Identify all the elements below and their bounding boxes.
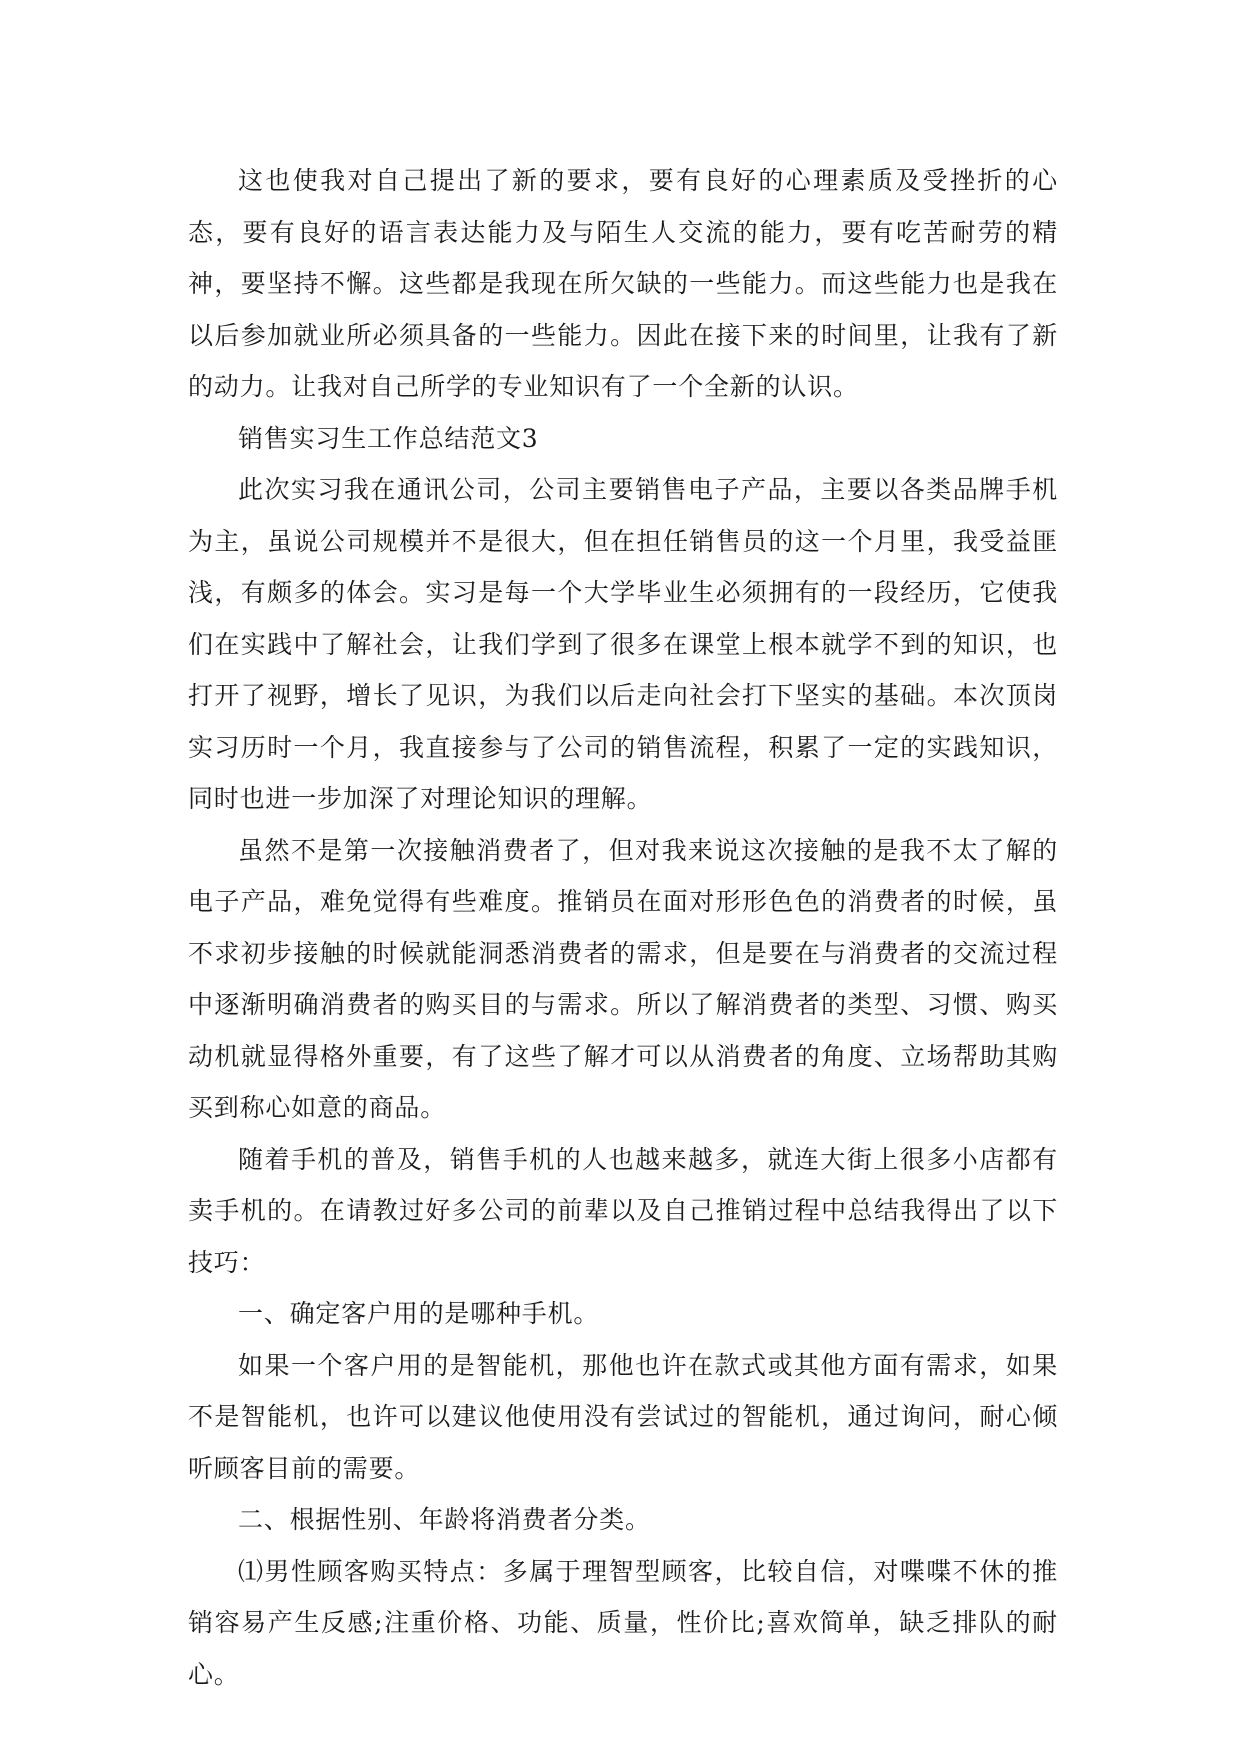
section-heading: 销售实习生工作总结范文3 [238,423,539,453]
paragraph-internship-intro: 此次实习我在通讯公司，公司主要销售电子产品，主要以各类品牌手机为主，虽说公司规模并不是很大，但在担任销售员的这一个月里，我受益匪浅，有颇多的体会。实习是每一个大学毕业生必须拥有的一段经历，它使我们在实践中了解社会，让我们学到了很多在课堂上根本就学不到的知识，也打开了视野，增长了见识，为我们以后走向社会打下坚实的基础。本次顶岗实习历时一个月，我直接参与了公司的销售流程，积累了一定的实践知识，同时也进一步加深了对理论知识的理解。 [188,475,1058,813]
paragraph-male-customers: ⑴男性顾客购买特点：多属于理智型顾客，比较自信，对喋喋不休的推销容易产生反感;注重价格、功能、质量，性价比;喜欢简单，缺乏排队的耐心。 [188,1556,1058,1689]
paragraph-consumer-contact: 虽然不是第一次接触消费者了，但对我来说这次接触的是我不太了解的电子产品，难免觉得有些难度。推销员在面对形形色色的消费者的时候，虽不求初步接触的时候就能洞悉消费者的需求，但是要在与消费者的交流过程中逐渐明确消费者的购买目的与需求。所以了解消费者的类型、习惯、购买动机就显得格外重要，有了这些了解才可以从消费者的角度、立场帮助其购买到称心如意的商品。 [188,835,1058,1122]
list-item-2-heading: 二、根据性别、年龄将消费者分类。 [238,1505,651,1534]
document-body [188,155,1058,1700]
paragraph-phone-popularity: 随着手机的普及，销售手机的人也越来越多，就连大街上很多小店都有卖手机的。在请教过好多公司的前辈以及自己推销过程中总结我得出了以下技巧： [188,1144,1058,1277]
paragraph-smartphone-advice: 如果一个客户用的是智能机，那他也许在款式或其他方面有需求，如果不是智能机，也许可以建议他使用没有尝试过的智能机，通过询问，耐心倾听顾客目前的需要。 [188,1350,1058,1483]
list-item-1-heading: 一、确定客户用的是哪种手机。 [238,1299,600,1328]
paragraph-new-requirements: 这也使我对自己提出了新的要求，要有良好的心理素质及受挫折的心态，要有良好的语言表达能力及与陌生人交流的能力，要有吃苦耐劳的精神，要坚持不懈。这些都是我现在所欠缺的一些能力。而这些能力也是我在以后参加就业所必须具备的一些能力。因此在接下来的时间里，让我有了新的动力。让我对自己所学的专业知识有了一个全新的认识。 [188,166,1058,401]
